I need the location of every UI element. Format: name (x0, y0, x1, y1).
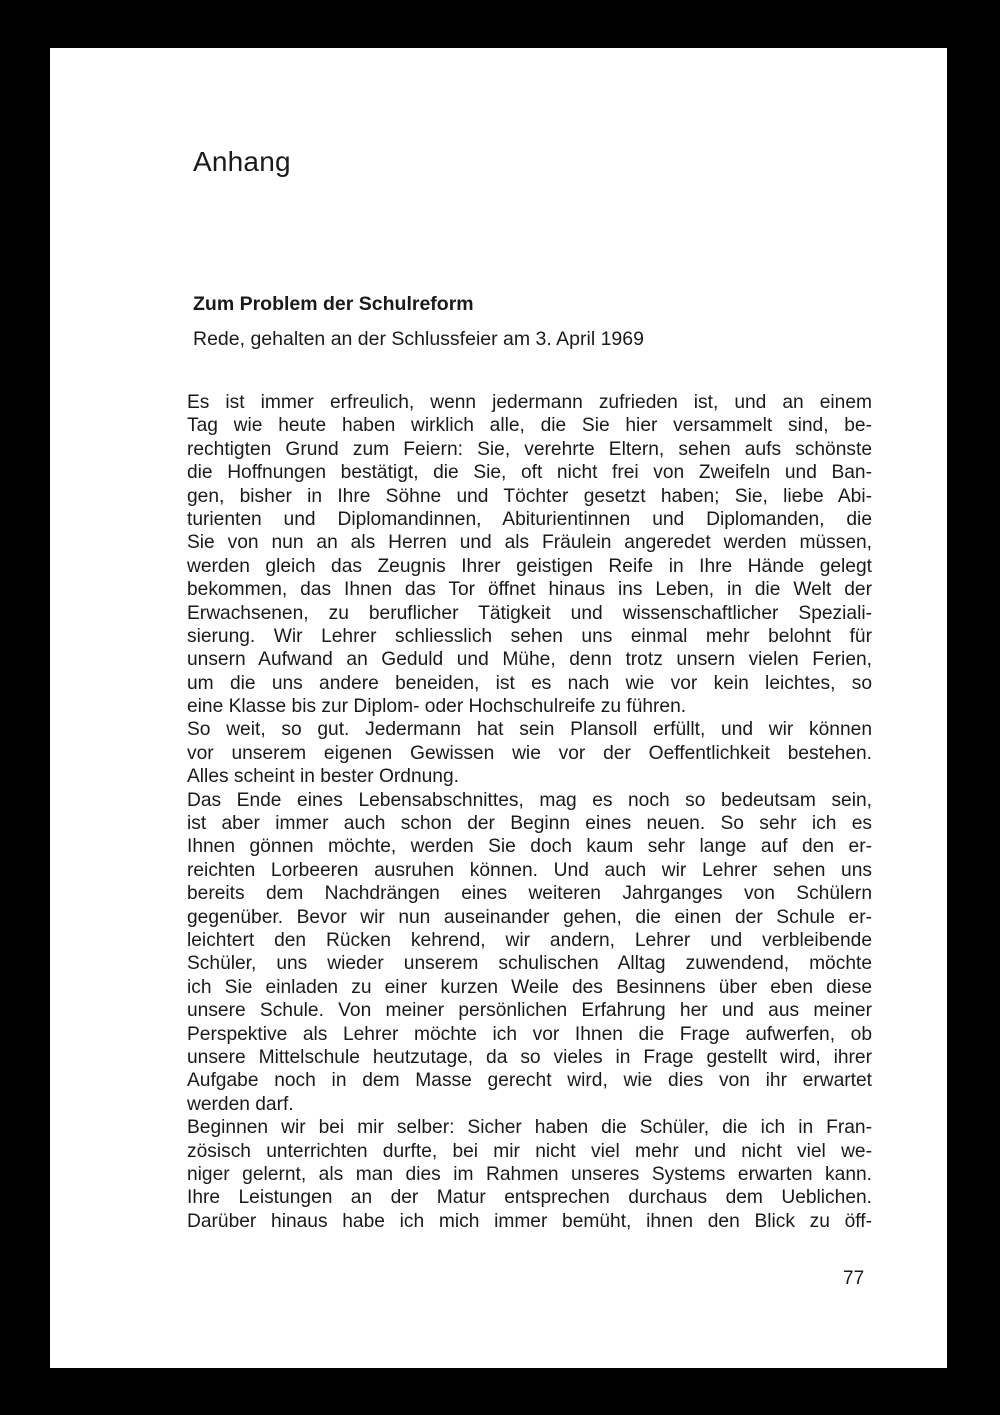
text-line: Es ist immer erfreulich, wenn jedermann zufrieden ist, und an einem (187, 392, 872, 413)
text-line: Aufgabe noch in dem Masse gerecht wird, wie dies von ihr erwartet (187, 1070, 872, 1092)
text-line: um die uns andere beneiden, ist es nach wie vor kein leichtes, so (187, 672, 872, 694)
text-line: die Hoffnungen bestätigt, die Sie, oft nicht frei von Zweifeln und Ban- (187, 462, 872, 484)
speech-subtitle: Rede, gehalten an der Schlussfeier am 3. April 1969 (193, 328, 644, 350)
text-line: gen, bisher in Ihre Söhne und Töchter gesetzt haben; Sie, liebe Abi- (187, 485, 872, 507)
text-line: bekommen, das Ihnen das Tor öffnet hinaus ins Leben, in die Welt der (187, 579, 872, 601)
text-line: turienten und Diplomandinnen, Abiturientinnen und Diplomanden, die (187, 508, 872, 530)
text-line: Beginnen wir bei mir selber: Sicher haben die Schüler, die ich in Fran- (187, 1117, 872, 1139)
text-line: bereits dem Nachdrängen eines weiteren Jahrganges von Schülern (187, 883, 872, 905)
text-line: sierung. Wir Lehrer schliesslich sehen uns einmal mehr belohnt für (187, 625, 872, 647)
text-line: Tag wie heute haben wirklich alle, die Sie hier versammelt sind, be- (187, 415, 872, 437)
text-line: gegenüber. Bevor wir nun auseinander gehen, die einen der Schule er- (187, 906, 872, 928)
text-line: Alles scheint in bester Ordnung. (187, 766, 459, 788)
text-line: Sie von nun an als Herren und als Fräulein angeredet werden müssen, (187, 532, 872, 554)
text-line: Perspektive als Lehrer möchte ich vor Ihnen die Frage aufwerfen, ob (187, 1023, 872, 1045)
text-line: niger gelernt, als man dies im Rahmen unseres Systems erwarten kann. (187, 1163, 872, 1185)
page-number: 77 (843, 1268, 865, 1289)
chapter-heading: Anhang (193, 146, 291, 177)
text-line: werden gleich das Zeugnis Ihrer geistigen Reife in Ihre Hände gelegt (187, 555, 872, 577)
text-line: Erwachsenen, zu beruflicher Tätigkeit und wissenschaftlicher Speziali- (187, 602, 872, 624)
text-line: Das Ende eines Lebensabschnittes, mag es noch so bedeutsam sein, (187, 789, 872, 811)
text-line: eine Klasse bis zur Diplom- oder Hochschulreife zu führen. (187, 696, 687, 718)
text-line: unsere Mittelschule heutzutage, da so vieles in Frage gestellt wird, ihrer (187, 1046, 872, 1068)
text-line: rechtigten Grund zum Feiern: Sie, verehrte Eltern, sehen aufs schönste (187, 438, 872, 460)
text-line: Ihre Leistungen an der Matur entsprechen durchaus dem Ueblichen. (187, 1187, 872, 1209)
text-line: reichten Lorbeeren ausruhen können. Und auch wir Lehrer sehen uns (187, 859, 872, 881)
text-line: unsern Aufwand an Geduld und Mühe, denn trotz unsern vielen Ferien, (187, 649, 872, 671)
text-line: Ihnen gönnen möchte, werden Sie doch kaum sehr lange auf den er- (187, 836, 872, 858)
document-page (50, 48, 947, 1368)
text-line: So weit, so gut. Jedermann hat sein Plansoll erfüllt, und wir können (187, 719, 872, 741)
text-line: ist aber immer auch schon der Beginn eines neuen. So sehr ich es (187, 813, 872, 835)
text-line: werden darf. (187, 1093, 294, 1115)
text-line: ich Sie einladen zu einer kurzen Weile des Besinnens über eben diese (187, 976, 872, 998)
body-text (187, 391, 872, 1233)
text-line: Schüler, uns wieder unserem schulischen Alltag zuwendend, möchte (187, 953, 872, 975)
text-line: leichtert den Rücken kehrend, wir andern, Lehrer und verbleibende (187, 929, 872, 951)
text-line: unsere Schule. Von meiner persönlichen Erfahrung her und aus meiner (187, 1000, 872, 1022)
text-line: zösisch unterrichten durfte, bei mir nicht viel mehr und nicht viel we- (187, 1140, 872, 1162)
section-title: Zum Problem der Schulreform (193, 293, 474, 315)
text-line: vor unserem eigenen Gewissen wie vor der Oeffentlichkeit bestehen. (187, 742, 872, 764)
text-line: Darüber hinaus habe ich mich immer bemüht, ihnen den Blick zu öff- (187, 1210, 872, 1232)
